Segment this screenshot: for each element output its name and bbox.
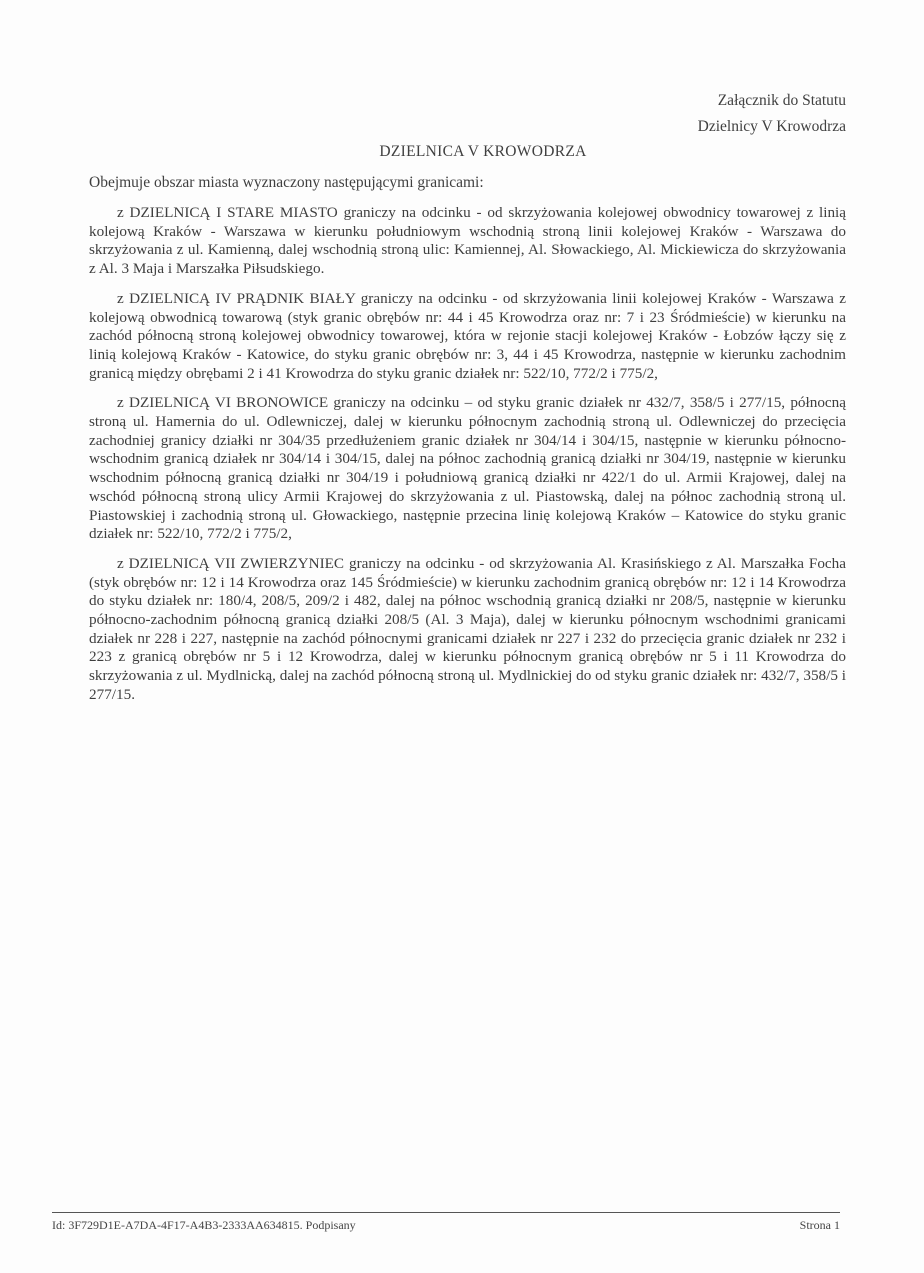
paragraph-bronowice — [89, 394, 846, 544]
document-title: DZIELNICA V KROWODRZA — [379, 143, 587, 160]
annex-line-2: Dzielnicy V Krowodrza — [697, 118, 846, 135]
annex-line-1: Załącznik do Statutu — [717, 92, 846, 109]
paragraph-text: z DZIELNICĄ IV PRĄDNIK BIAŁY graniczy na odcinku - od skrzyżowania linii kolejowej Kraków - Warszawa z kolejową obwodnicą towarową (styk granic obrębów nr: 44 i 45 Krowodrza oraz nr: 7 i 23 Śródmieście) w kierunku na zachód północną stroną kolejowej obwodnicy towarowej, która w rejonie stacji kolejowej Kraków - Łobzów łączy się z linią kolejową Kraków - Katowice, do styku granic obrębów nr: 3, 44 i 45 Krowodrza, następnie w kierunku zachodnim granicą między obrębami 2 i 41 Krowodrza do styku granic działek nr: 522/10, 772/2 i 775/2, — [89, 289, 846, 382]
document-id: Id: 3F729D1E-A7DA-4F17-A4B3-2333AA634815. Podpisany — [52, 1218, 356, 1232]
page-footer — [52, 1212, 840, 1233]
paragraph-pradnik-bialy — [89, 290, 846, 384]
intro-text: Obejmuje obszar miasta wyznaczony następującymi granicami: — [89, 174, 484, 191]
paragraph-zwierzyniec — [89, 555, 846, 705]
paragraph-text: z DZIELNICĄ I STARE MIASTO graniczy na odcinku - od skrzyżowania kolejowej obwodnicy towarowej z linią kolejową Kraków - Warszawa w kierunku południowym wschodnią stroną linii kolejowej Kraków - Warszawa do skrzyżowania z ul. Kamienną, dalej wschodnią stroną ulic: Kamiennej, Al. Słowackiego, Al. Mickiewicza do skrzyżowania z Al. 3 Maja i Marszałka Piłsudskiego. — [89, 204, 846, 278]
page-number: Strona 1 — [799, 1218, 840, 1232]
paragraph-text: z DZIELNICĄ VII ZWIERZYNIEC graniczy na odcinku - od skrzyżowania Al. Krasińskiego z Al. Marszałka Focha (styk obrębów nr: 12 i 14 Krowodrza oraz 145 Śródmieście) w kierunku zachodnim granicą obrębów nr: 12 i 14 Krowodrza do styku działek nr: 180/4, 208/5, 209/2 i 482, dalej na północ wschodnią granicą działki nr 208/5, następnie w kierunku północno-zachodnim północną granicą działki 208/5 (Al. 3 Maja), dalej w kierunku północnym wschodnimi granicami działek nr 228 i 227, następnie na zachód północnymi granicami działek nr 227 i 232 do przecięcia granic działek nr 232 i 223 z granicą obrębów nr 5 i 12 Krowodrza, dalej w kierunku północnym granicą obrębów nr 5 i 11 Krowodrza do skrzyżowania z ul. Mydlnicką, dalej na zachód północną stroną ul. Mydlnickiej do od styku granic działek nr: 432/7, 358/5 i 277/15. — [89, 554, 846, 703]
paragraph-stare-miasto — [89, 204, 846, 279]
paragraph-text: z DZIELNICĄ VI BRONOWICE graniczy na odcinku – od styku granic działek nr 432/7, 358/5 i 277/15, północną stroną ul. Hamernia do ul. Odlewniczej, dalej w kierunku północnym zachodnią stroną ul. Odlewniczej do przecięcia zachodniej granicy działki nr 304/35 przedłużeniem granic działek nr 304/14 i 304/15, następnie w kierunku północno-wschodnim granicą działek nr 304/14 i 304/15, dalej na północ zachodnią granicą działki nr 304/19, następnie w kierunku wschodnim północną granicą działki nr 304/19 i południową granicą działki nr 422/1 do ul. Armii Krajowej, dalej na wschód północną stroną ulicy Armii Krajowej do skrzyżowania z ul. Piastowską, dalej na północ zachodnią stroną ul. Piastowskiej i zachodnią stroną ul. Głowackiego, następnie przecina linię kolejową Kraków – Katowice do styku granic działek nr: 522/10, 772/2 i 775/2, — [89, 394, 846, 543]
annex-note — [698, 88, 846, 140]
boundary-description — [89, 204, 846, 716]
